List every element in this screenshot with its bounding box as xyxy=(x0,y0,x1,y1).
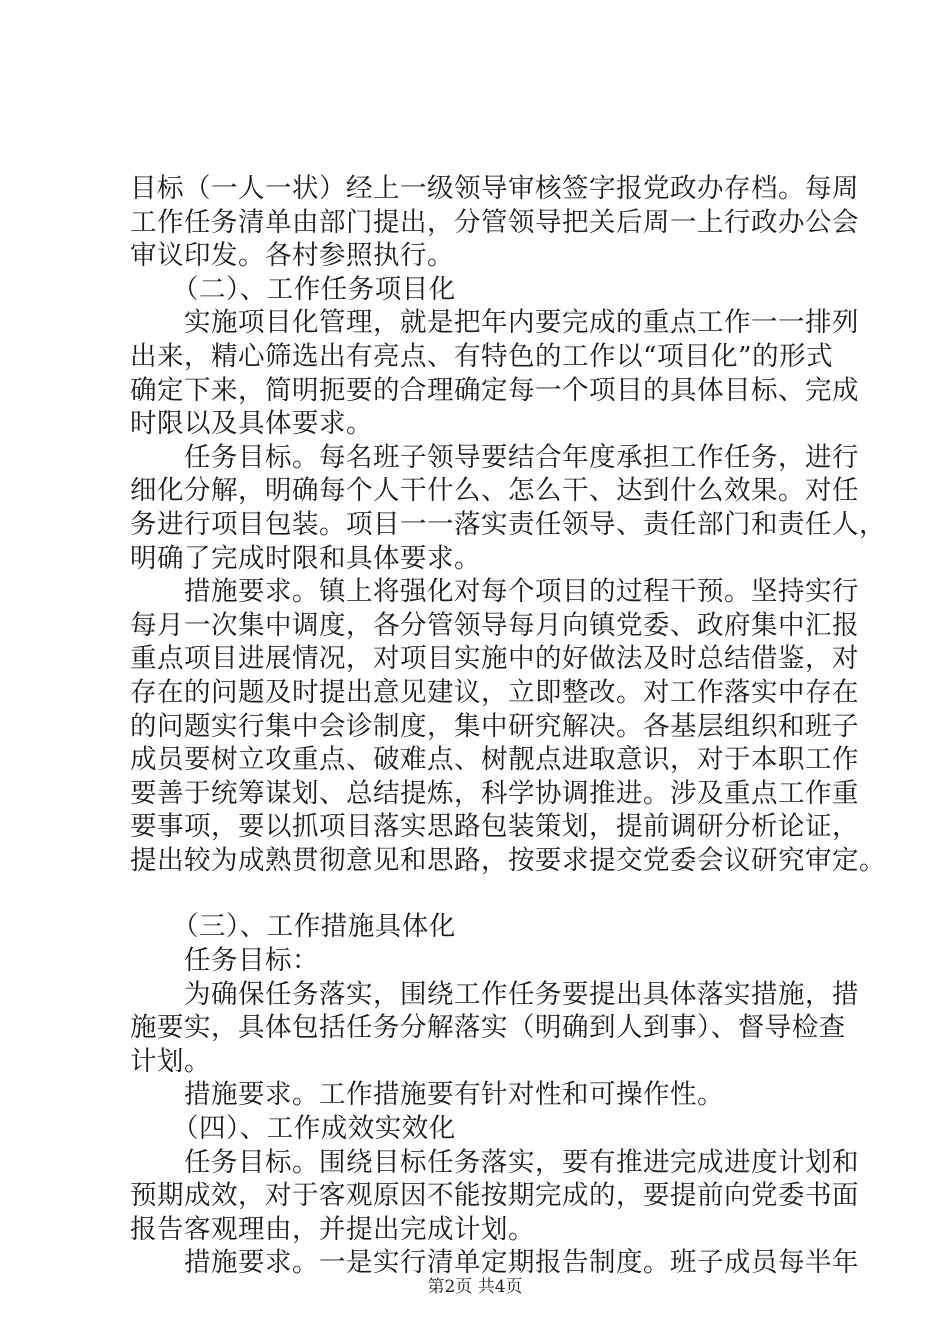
paragraph-line: 务进行项目包装。项目一一落实责任领导、责任部门和责任人， xyxy=(130,508,886,540)
paragraph-line: 实施项目化管理，就是把年内要完成的重点工作一一排列 xyxy=(184,307,859,339)
paragraph-line: 明确了完成时限和具体要求。 xyxy=(130,542,481,574)
paragraph-line: 任务目标。围绕目标任务落实，要有推进完成进度计划和 xyxy=(184,1146,859,1178)
paragraph-line: 成员要树立攻重点、破难点、树靓点进取意识，对于本职工作 xyxy=(130,744,859,776)
paragraph-line: 确定下来，简明扼要的合理确定每一个项目的具体目标、完成 xyxy=(130,374,859,406)
section-heading-2: （二）、工作任务项目化 xyxy=(172,273,456,305)
paragraph-line: 要事项，要以抓项目落实思路包装策划，提前调研分析论证， xyxy=(130,811,859,843)
paragraph-line: 存在的问题及时提出意见建议，立即整改。对工作落实中存在 xyxy=(130,676,859,708)
paragraph-line: 的问题实行集中会诊制度，集中研究解决。各基层组织和班子 xyxy=(130,710,859,742)
paragraph-line: 措施要求。工作措施要有针对性和可操作性。 xyxy=(184,1079,724,1111)
paragraph-line: 计划。 xyxy=(130,1045,211,1077)
paragraph-line: 细化分解，明确每个人干什么、怎么干、达到什么效果。对任 xyxy=(130,475,859,507)
paragraph-line: 措施要求。一是实行清单定期报告制度。班子成员每半年 xyxy=(184,1247,859,1279)
paragraph-line: 时限以及具体要求。 xyxy=(130,408,373,440)
paragraph-line: 每月一次集中调度，各分管领导每月向镇党委、政府集中汇报 xyxy=(130,609,859,641)
paragraph-line: 出来，精心筛选出有亮点、有特色的工作以“项目化”的形式 xyxy=(130,340,834,372)
paragraph-line: 措施要求。镇上将强化对每个项目的过程干预。坚持实行 xyxy=(184,576,859,608)
paragraph-line: 施要实，具体包括任务分解落实（明确到人到事）、督导检查 xyxy=(130,1012,846,1044)
section-heading-3: （三）、工作措施具体化 xyxy=(172,911,456,943)
section-heading-4: （四）、工作成效实效化 xyxy=(172,1113,456,1145)
paragraph-line: 提出较为成熟贯彻意见和思路，按要求提交党委会议研究审定。 xyxy=(130,844,886,876)
paragraph-line: 预期成效，对于客观原因不能按期完成的，要提前向党委书面 xyxy=(130,1180,859,1212)
paragraph-spacer xyxy=(130,877,840,910)
paragraph-line: 重点项目进展情况，对项目实施中的好做法及时总结借鉴，对 xyxy=(130,643,859,675)
paragraph-line: 为确保任务落实，围绕工作任务要提出具体落实措施，措 xyxy=(184,978,859,1010)
paragraph-line: 工作任务清单由部门提出，分管领导把关后周一上行政办公会 xyxy=(130,206,859,238)
page-number-footer: 第2页 共4页 xyxy=(427,1277,523,1297)
paragraph-line: 报告客观理由，并提出完成计划。 xyxy=(130,1213,535,1245)
paragraph-line: 目标（一人一状）经上一级领导审核签字报党政办存档。每周 xyxy=(130,173,859,204)
paragraph-line: 任务目标： xyxy=(184,945,319,977)
paragraph-line: 要善于统筹谋划、总结提炼，科学协调推进。涉及重点工作重 xyxy=(130,777,859,809)
paragraph-line: 任务目标。每名班子领导要结合年度承担工作任务，进行 xyxy=(184,441,859,473)
document-body xyxy=(130,172,886,1280)
paragraph-line: 审议印发。各村参照执行。 xyxy=(130,240,454,272)
